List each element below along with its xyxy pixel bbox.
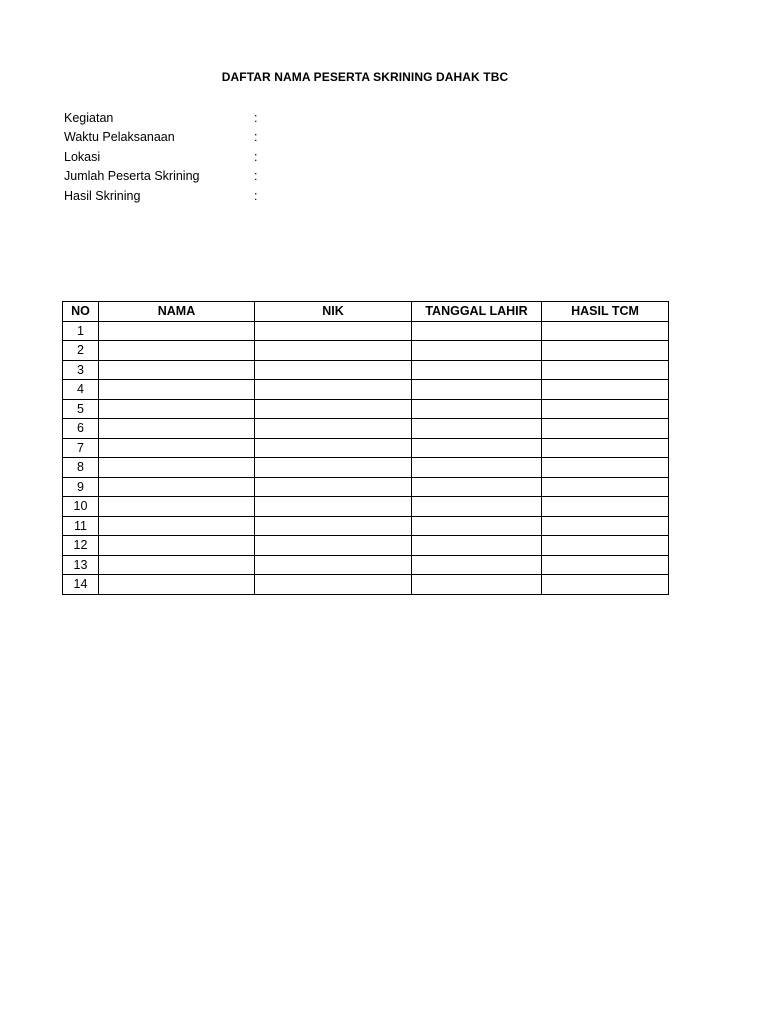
nik-cell <box>255 575 412 595</box>
table-row <box>63 380 669 400</box>
tanggal-lahir-cell <box>412 341 542 361</box>
nama-cell <box>99 555 255 575</box>
tanggal-lahir-cell <box>412 438 542 458</box>
tanggal-lahir-cell <box>412 380 542 400</box>
nama-cell <box>99 536 255 556</box>
field-label: Kegiatan <box>64 110 114 125</box>
hasil-tcm-cell <box>542 399 669 419</box>
field-label: Lokasi <box>64 149 101 164</box>
nik-cell <box>255 341 412 361</box>
hasil-tcm-cell <box>542 341 669 361</box>
hasil-tcm-cell <box>542 321 669 341</box>
row-number-cell: 12 <box>63 536 99 556</box>
row-number-cell: 7 <box>63 438 99 458</box>
tanggal-lahir-cell <box>412 497 542 517</box>
nama-cell <box>99 516 255 536</box>
header-tanggal-lahir: TANGGAL LAHIR <box>412 302 542 322</box>
table-row <box>63 438 669 458</box>
row-number-cell: 5 <box>63 399 99 419</box>
field-separator: : <box>254 110 258 125</box>
nama-cell <box>99 380 255 400</box>
row-number-cell: 4 <box>63 380 99 400</box>
header-nik: NIK <box>255 302 412 322</box>
row-number-cell: 3 <box>63 360 99 380</box>
table-row <box>63 321 669 341</box>
hasil-tcm-cell <box>542 536 669 556</box>
hasil-tcm-cell <box>542 360 669 380</box>
table-row <box>63 341 669 361</box>
nama-cell <box>99 321 255 341</box>
info-fields <box>64 108 364 206</box>
row-number-cell: 2 <box>63 341 99 361</box>
table-row <box>63 555 669 575</box>
nama-cell <box>99 458 255 478</box>
field-label: Jumlah Peserta Skrining <box>64 169 200 184</box>
hasil-tcm-cell <box>542 380 669 400</box>
nik-cell <box>255 477 412 497</box>
tanggal-lahir-cell <box>412 360 542 380</box>
participant-table <box>62 301 669 595</box>
nik-cell <box>255 497 412 517</box>
tanggal-lahir-cell <box>412 419 542 439</box>
nik-cell <box>255 438 412 458</box>
table-row <box>63 360 669 380</box>
table-body <box>63 321 669 594</box>
table-row <box>63 477 669 497</box>
tanggal-lahir-cell <box>412 575 542 595</box>
hasil-tcm-cell <box>542 458 669 478</box>
table-header-row <box>63 302 669 322</box>
row-number-cell: 8 <box>63 458 99 478</box>
row-number-cell: 6 <box>63 419 99 439</box>
table-row <box>63 497 669 517</box>
field-separator: : <box>254 169 258 184</box>
hasil-tcm-cell <box>542 477 669 497</box>
page-title: DAFTAR NAMA PESERTA SKRINING DAHAK TBC <box>221 70 509 84</box>
nik-cell <box>255 458 412 478</box>
tanggal-lahir-cell <box>412 458 542 478</box>
field-separator: : <box>254 149 258 164</box>
nik-cell <box>255 360 412 380</box>
nama-cell <box>99 399 255 419</box>
row-number-cell: 11 <box>63 516 99 536</box>
nik-cell <box>255 536 412 556</box>
table-row <box>63 536 669 556</box>
field-row-waktu-pelaksanaan <box>64 128 364 148</box>
field-row-jumlah-peserta <box>64 167 364 187</box>
tanggal-lahir-cell <box>412 536 542 556</box>
tanggal-lahir-cell <box>412 516 542 536</box>
hasil-tcm-cell <box>542 575 669 595</box>
field-label: Waktu Pelaksanaan <box>64 130 175 145</box>
nik-cell <box>255 380 412 400</box>
hasil-tcm-cell <box>542 516 669 536</box>
tanggal-lahir-cell <box>412 477 542 497</box>
tanggal-lahir-cell <box>412 555 542 575</box>
field-row-lokasi <box>64 147 364 167</box>
tanggal-lahir-cell <box>412 321 542 341</box>
nik-cell <box>255 321 412 341</box>
participant-table-wrapper <box>62 301 669 595</box>
table-row <box>63 516 669 536</box>
table-row <box>63 575 669 595</box>
tanggal-lahir-cell <box>412 399 542 419</box>
nama-cell <box>99 360 255 380</box>
hasil-tcm-cell <box>542 497 669 517</box>
field-row-kegiatan <box>64 108 364 128</box>
nik-cell <box>255 399 412 419</box>
header-no: NO <box>63 302 99 322</box>
nama-cell <box>99 419 255 439</box>
nama-cell <box>99 438 255 458</box>
nama-cell <box>99 341 255 361</box>
table-row <box>63 458 669 478</box>
hasil-tcm-cell <box>542 555 669 575</box>
nama-cell <box>99 477 255 497</box>
field-label: Hasil Skrining <box>64 188 141 203</box>
row-number-cell: 9 <box>63 477 99 497</box>
nik-cell <box>255 555 412 575</box>
nik-cell <box>255 419 412 439</box>
nama-cell <box>99 575 255 595</box>
header-hasil-tcm: HASIL TCM <box>542 302 669 322</box>
header-nama: NAMA <box>99 302 255 322</box>
row-number-cell: 13 <box>63 555 99 575</box>
table-row <box>63 399 669 419</box>
table-row <box>63 419 669 439</box>
row-number-cell: 1 <box>63 321 99 341</box>
row-number-cell: 14 <box>63 575 99 595</box>
hasil-tcm-cell <box>542 438 669 458</box>
field-row-hasil-skrining <box>64 186 364 206</box>
field-separator: : <box>254 130 258 145</box>
field-separator: : <box>254 188 258 203</box>
hasil-tcm-cell <box>542 419 669 439</box>
nama-cell <box>99 497 255 517</box>
row-number-cell: 10 <box>63 497 99 517</box>
nik-cell <box>255 516 412 536</box>
